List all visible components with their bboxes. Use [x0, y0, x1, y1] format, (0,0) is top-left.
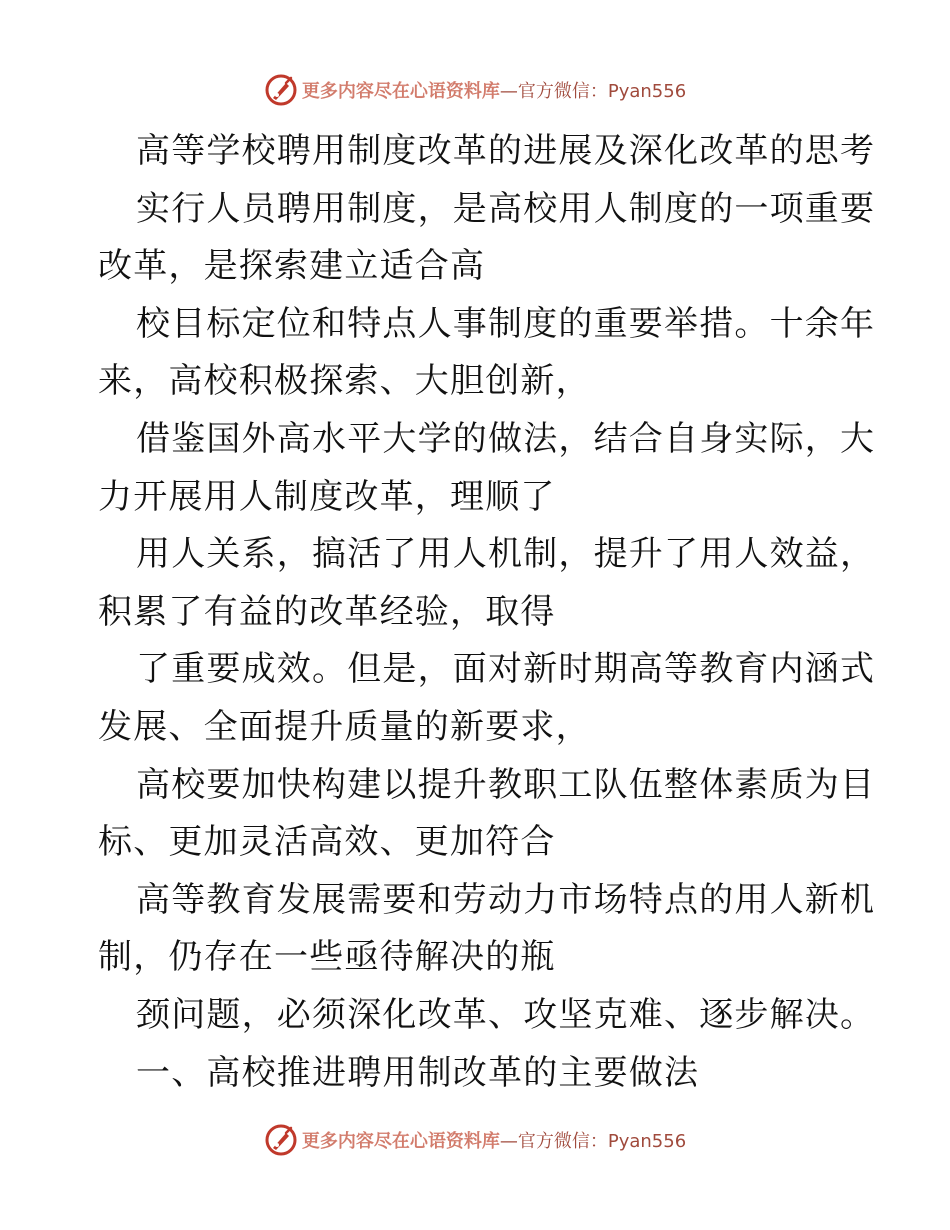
text-line: 积累了有益的改革经验，取得: [98, 591, 556, 632]
text-line: 来，高校积极探索、大胆创新，: [98, 361, 591, 402]
text-line: 改革，是探索建立适合高: [98, 246, 486, 287]
text-line: 借鉴国外高水平大学的做法，结合自身实际，大: [136, 418, 876, 459]
document-title: 高等学校聘用制度改革的进展及深化改革的思考: [136, 131, 876, 171]
text-line: 一、高校推进聘用制改革的主要做法: [136, 1052, 700, 1093]
document-body: [98, 123, 876, 1102]
text-line: 标、更加灵活高效、更加符合: [98, 822, 556, 863]
text-line: 颈问题，必须深化改革、攻坚克难、逐步解决。: [136, 994, 876, 1035]
text-line: 制，仍存在一些亟待解决的瓶: [98, 937, 556, 978]
footer-watermark: [0, 1120, 950, 1160]
paragraph-lines: [98, 181, 876, 1103]
watermark-main-text: 更多内容尽在心语资料库: [301, 1131, 500, 1152]
quill-seal-icon: [264, 73, 298, 107]
text-line: 实行人员聘用制度，是高校用人制度的一项重要: [136, 188, 876, 229]
text-line: 高等教育发展需要和劳动力市场特点的用人新机: [136, 879, 876, 920]
watermark-main-text: 更多内容尽在心语资料库: [301, 81, 500, 102]
header-watermark: [0, 70, 950, 110]
watermark-sub-text: —官方微信：Pyan556: [499, 81, 687, 102]
text-line: 校目标定位和特点人事制度的重要举措。十余年: [136, 303, 876, 344]
text-line: 了重要成效。但是，面对新时期高等教育内涵式: [136, 649, 876, 690]
watermark-sub-text: —官方微信：Pyan556: [499, 1131, 687, 1152]
text-line: 用人关系，搞活了用人机制，提升了用人效益，: [136, 534, 876, 575]
text-line: 高校要加快构建以提升教职工队伍整体素质为目: [136, 764, 876, 805]
text-line: 力开展用人制度改革，理顺了: [98, 476, 556, 517]
text-line: 发展、全面提升质量的新要求，: [98, 706, 591, 747]
quill-seal-icon: [264, 1123, 298, 1157]
